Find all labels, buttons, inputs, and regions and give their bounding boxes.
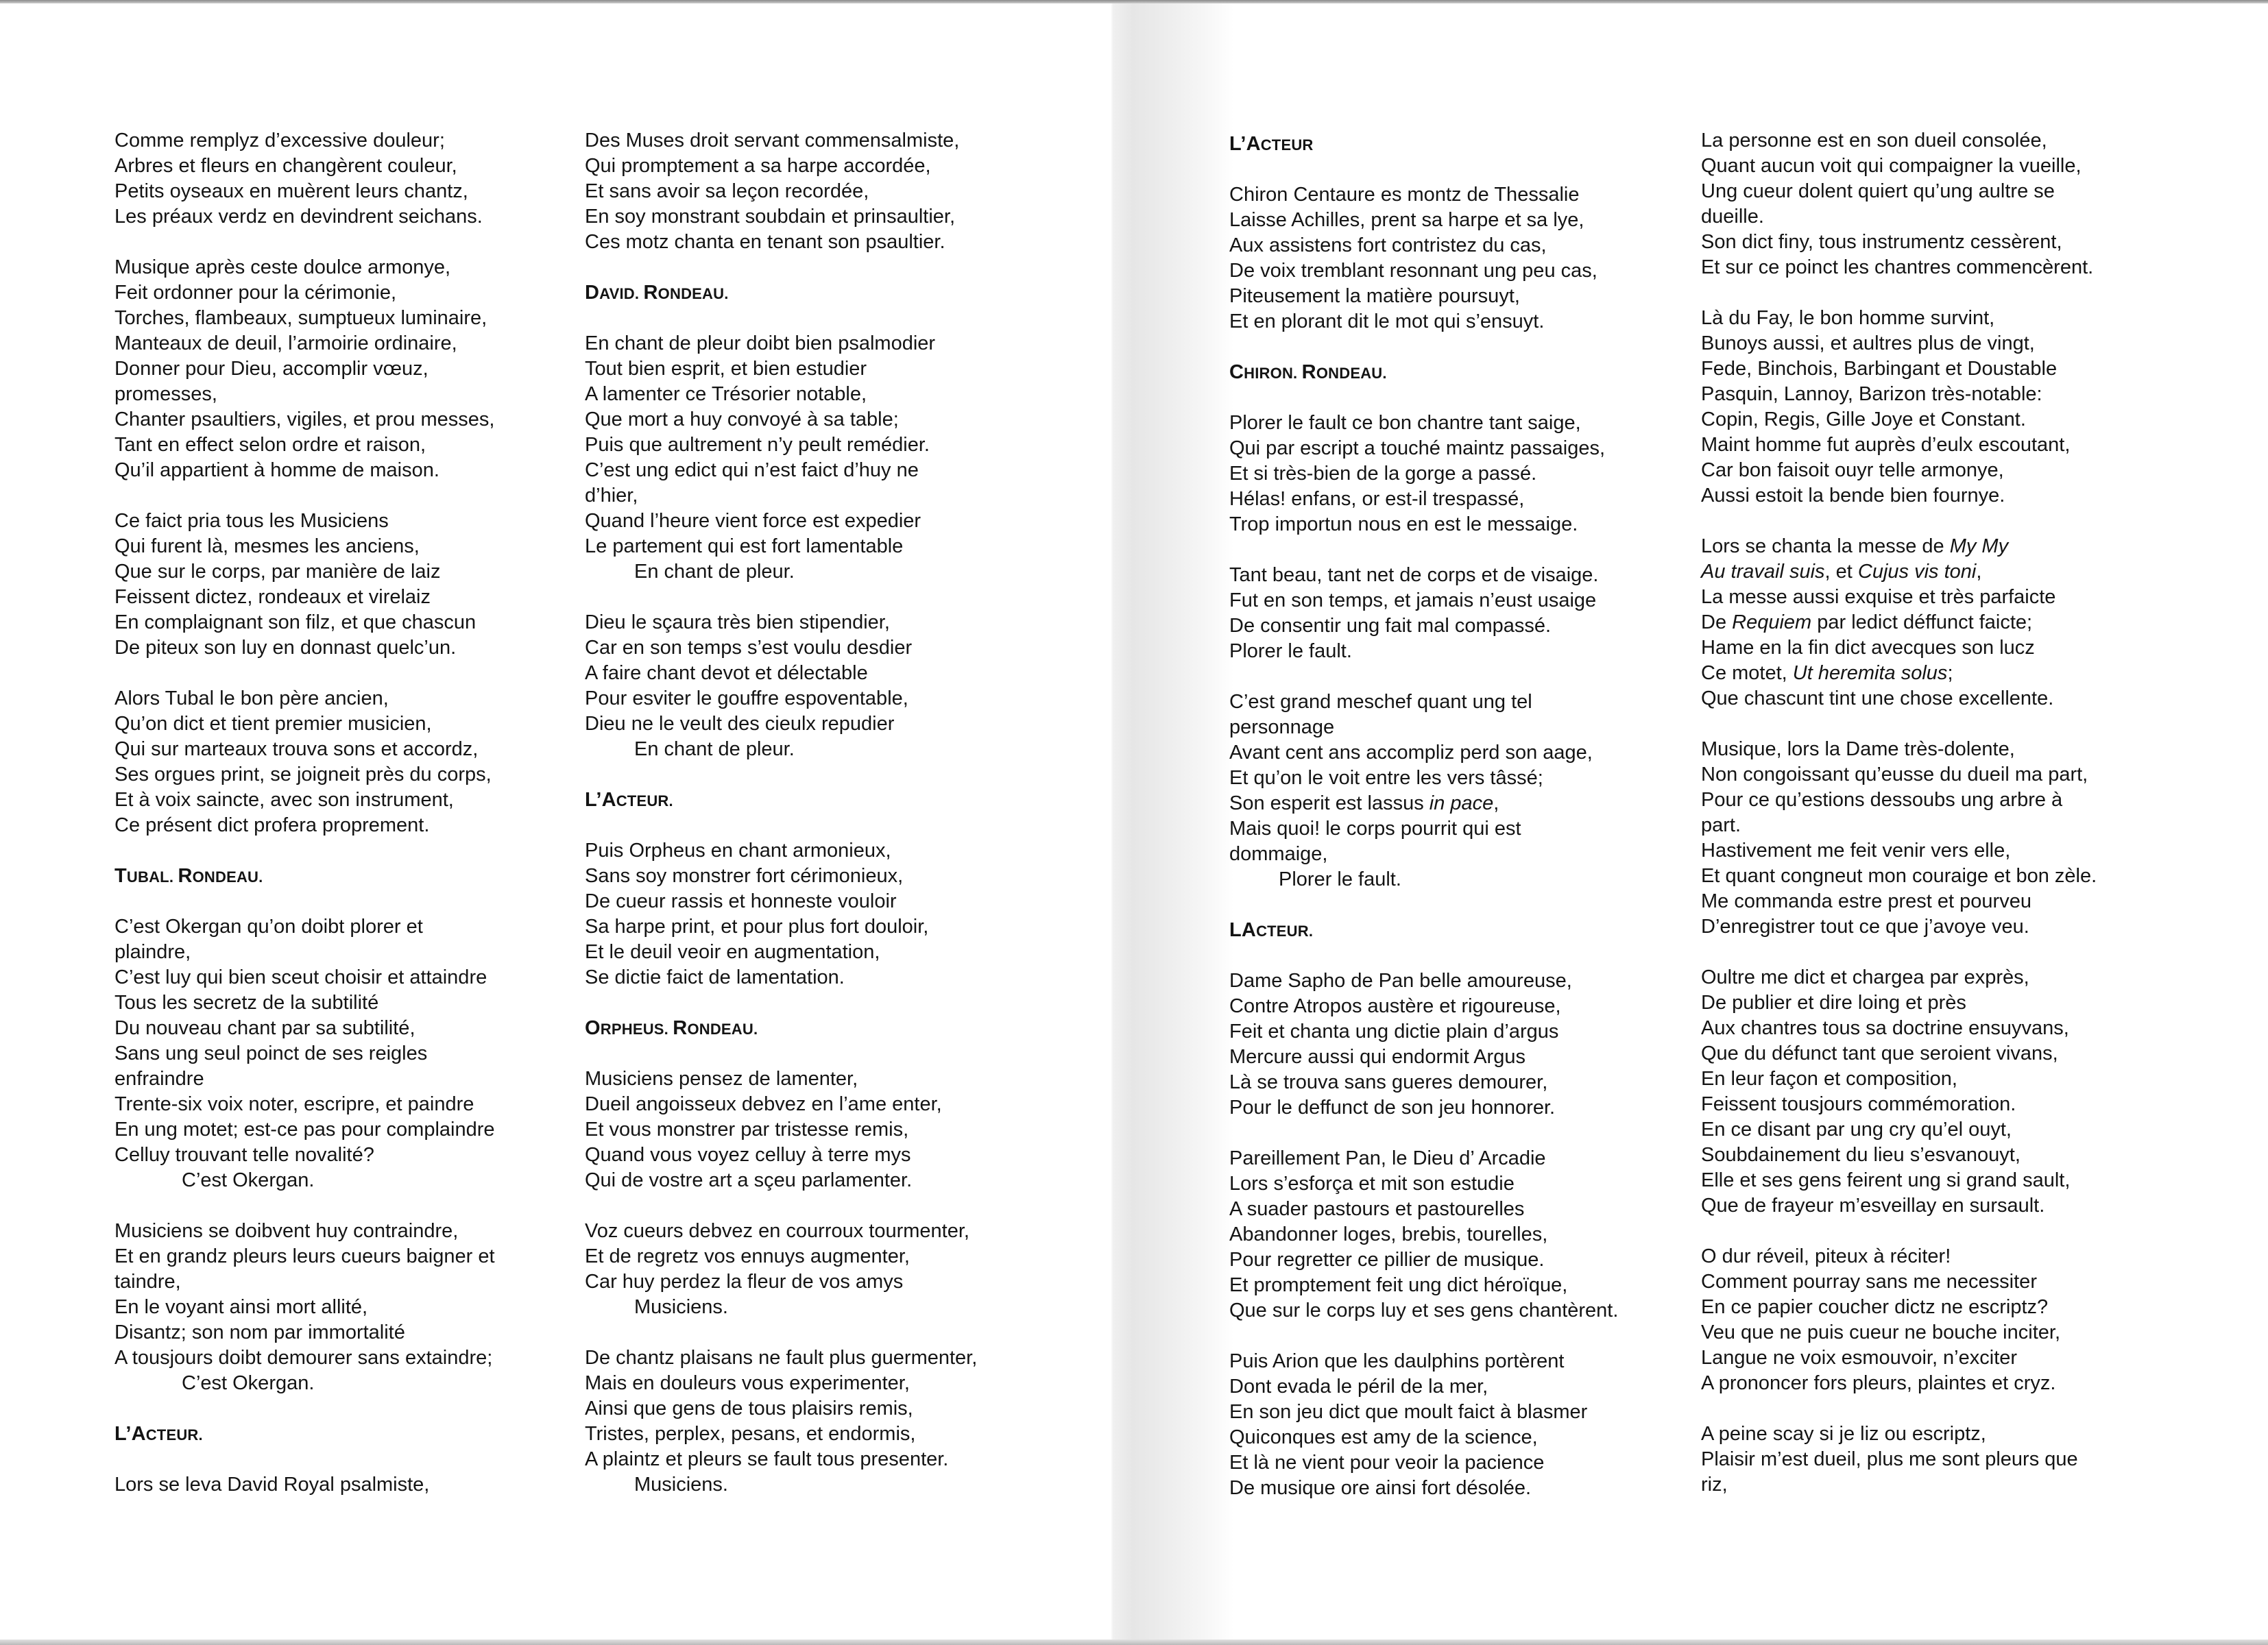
stanza-gap [1229,892,1675,918]
text-run: Ce motet, [1701,662,1793,684]
verse-line: Dieu ne le veult des cieulx repudier [585,713,895,735]
verse-line: C’est grand meschef quant ung tel [1229,691,1532,713]
verse-line: A lamenter ce Trésorier notable, [585,383,867,405]
verse-line: Comme remplyz d’excessive douleur; [114,130,445,151]
heading-initial: L’A [585,789,616,811]
verse-line: Quand l’heure vient force est expedier [585,510,921,532]
heading-smallcaps: CTEUR. [616,792,673,809]
verse-line: Et sur ce poinct les chantres commencèrent. [1701,256,2094,278]
verse-line: Et sans avoir sa leçon recordée, [585,180,869,202]
verse-line: Quand vous voyez celluy à terre mys [585,1144,911,1166]
verse-line: Et promptement feit ung dict héroïque, [1229,1274,1568,1296]
stanza-gap [1229,385,1675,411]
verse-line: Dieu le sçaura très bien stipendier, [585,611,890,633]
stanza-gap [114,838,560,864]
verse-line [1701,534,2147,559]
verse-line: Tristes, perplex, pesans, et endormis, [585,1423,916,1445]
heading-initial: LA [1229,919,1257,941]
italic-title: in pace [1429,792,1494,814]
verse-line: Qu’il appartient à homme de maison. [114,459,439,481]
verse-line: Et à voix saincte, avec son instrument, [114,789,454,811]
text-run: De [1701,611,1733,633]
verse-line: Aux assistens fort contristez du cas, [1229,234,1547,256]
heading-initial: R [643,282,658,304]
verse-line: C’est luy qui bien sceut choisir et attaindre [114,966,487,988]
verse-line: Qui sur marteaux trouva sons et accordz, [114,738,479,760]
left-page-column-2 [585,128,1030,1498]
verse-line: Feit et chanta ung dictie plain d’argus [1229,1021,1559,1043]
verse-line: De musique ore ainsi fort désolée. [1229,1477,1532,1499]
stanza-gap [585,990,1030,1016]
verse-line: Là se trouva sans gueres demourer, [1229,1071,1548,1093]
verse-line: Sans ung seul poinct de ses reigles [114,1043,428,1064]
verse-line: personnage [1229,716,1335,738]
heading-smallcaps: CTEUR [1260,136,1314,154]
verse-line: Et si très-bien de la gorge a passé. [1229,463,1537,485]
left-page-column-1 [114,128,560,1498]
verse-line: Piteusement la matière poursuyt, [1229,285,1520,307]
verse-line: En ung motet; est-ce pas pour complaindre [114,1119,495,1141]
verse-line: Qu’on dict et tient premier musicien, [114,713,432,735]
verse-line: Sans soy monstrer fort cérimonieux, [585,865,904,887]
stanza-gap [1229,1121,1675,1146]
stanza-gap [585,585,1030,610]
heading-initial: C [1229,361,1244,383]
stanza-gap [585,762,1030,788]
verse-line: Celluy trouvant telle novalité? [114,1144,374,1166]
verse-line: Car en son temps s’est voulu desdier [585,637,913,659]
heading-smallcaps: ONDEAU. [1316,365,1387,382]
verse-line: Ainsi que gens de tous plaisirs remis, [585,1398,913,1419]
verse-line [1701,661,2147,686]
section-heading [114,1422,560,1447]
refrain-line: Plorer le fault. [1279,868,1401,890]
stanza-gap [114,1193,560,1219]
verse-line: Tant beau, tant net de corps et de visaige. [1229,564,1599,586]
verse-line: De cueur rassis et honneste vouloir [585,890,897,912]
verse-line: Fede, Binchois, Barbingant et Doustable [1701,358,2058,380]
stanza-gap [585,306,1030,331]
verse-line: Petits oyseaux en muèrent leurs chantz, [114,180,468,202]
verse-line: Ses orgues print, se joigneit près du corps, [114,764,492,785]
verse-line: Plorer le fault. [1229,640,1352,662]
heading-smallcaps: UBAL. [126,868,178,886]
verse-line: Que sur le corps, par manière de laiz [114,561,441,583]
section-heading [585,1016,1030,1041]
verse-line: C’est Okergan qu’on doibt plorer et [114,916,423,938]
verse-line: Se dictie faict de lamentation. [585,966,845,988]
verse-line: Quiconques est amy de la science, [1229,1426,1538,1448]
verse-line: Car huy perdez la fleur de vos amys [585,1271,904,1293]
text-run: , [1976,561,1982,583]
verse-line: Copin, Regis, Gille Joye et Constant. [1701,409,2026,430]
verse-line [1701,635,2147,661]
verse-line: Qui furent là, mesmes les anciens, [114,535,420,557]
section-heading [1229,918,1675,943]
verse-line: En le voyant ainsi mort allité, [114,1296,368,1318]
verse-line: Mais en douleurs vous experimenter, [585,1372,910,1394]
verse-line: Plaisir m’est dueil, plus me sont pleurs que [1701,1448,2078,1470]
verse-line: Donner pour Dieu, accomplir vœuz, [114,358,429,380]
verse-line: De publier et dire loing et près [1701,992,1966,1014]
verse-line: plaindre, [114,941,191,963]
verse-line: En leur façon et composition, [1701,1068,1957,1090]
text-run: , [1493,792,1499,814]
verse-line: Et qu’on le voit entre les vers tâssé; [1229,767,1543,789]
verse-line: Torches, flambeaux, sumptueux luminaire, [114,307,487,329]
verse-line: Que de frayeur m’esveillay en sursault. [1701,1195,2045,1217]
stanza-gap [114,889,560,914]
verse-line: O dur réveil, piteux à réciter! [1701,1245,1951,1267]
verse-line: Lors s’esforça et mit son estudie [1229,1173,1515,1195]
verse-line: De chantz plaisans ne fault plus guermenter, [585,1347,978,1369]
scan-bottom-edge [0,1640,2268,1645]
verse-line: Que sur le corps luy et ses gens chantèrent. [1229,1300,1619,1321]
verse-line: enfraindre [114,1068,204,1090]
verse-line: Musiciens se doibvent huy contraindre, [114,1220,459,1242]
verse-line: Musique après ceste doulce armonye, [114,256,451,278]
heading-smallcaps: RPHEUS. [600,1021,673,1038]
verse-line: Ung cueur dolent quiert qu’ung aultre se [1701,180,2055,202]
verse-line: Pour le deffunct de son jeu honnorer. [1229,1097,1556,1119]
verse-line: Dame Sapho de Pan belle amoureuse, [1229,970,1572,992]
verse-line: Quant aucun voit qui compaigner la vueille, [1701,155,2082,177]
verse-line: En chant de pleur doibt bien psalmodier [585,332,936,354]
verse-line: Musique, lors la Dame très-dolente, [1701,738,2015,760]
verse-line: Trop importun nous en est le messaige. [1229,513,1578,535]
heading-smallcaps: ONDEAU. [192,868,263,886]
heading-initial: R [673,1017,688,1039]
verse-line: Hélas! enfans, or est-il trespassé, [1229,488,1525,510]
italic-title: Ut heremita solus [1792,662,1948,684]
verse-line: Ces motz chanta en tenant son psaultier. [585,231,945,253]
verse-line: Musiciens pensez de lamenter, [585,1068,858,1090]
verse-line: Non congoissant qu’eusse du dueil ma part, [1701,764,2088,785]
verse-line: part. [1701,814,1741,836]
right-page-column-1 [1229,132,1675,1501]
verse-line: Oultre me dict et chargea par exprès, [1701,966,2029,988]
section-heading [1229,132,1675,157]
verse-line: dueille. [1701,206,1764,228]
verse-line: Ce présent dict profera proprement. [114,814,430,836]
verse-line: D’enregistrer tout ce que j’avoye veu. [1701,916,2029,938]
heading-smallcaps: CTEUR. [145,1426,203,1443]
verse-line: Tout bien esprit, et bien estudier [585,358,867,380]
verse-line: A faire chant devot et délectable [585,662,868,684]
verse-line: Avant cent ans accompliz perd son aage, [1229,742,1593,764]
verse-line: Tant en effect selon ordre et raison, [114,434,426,456]
verse-line: Comment pourray sans me necessiter [1701,1271,2037,1293]
verse-line: Puis que aultrement n’y peult remédier. [585,434,930,456]
section-heading [114,864,560,889]
section-heading [585,788,1030,813]
verse-line: Me commanda estre prest et pourveu [1701,890,2031,912]
refrain-line: Musiciens. [634,1296,728,1318]
stanza-gap [114,1447,560,1472]
verse-line: De piteux son luy en donnast quelc’un. [114,637,457,659]
stanza-gap [114,230,560,255]
verse-line: Et en plorant dit le mot qui s’ensuyt. [1229,310,1545,332]
stanza-gap [1229,1324,1675,1349]
stanza-gap [1701,940,2147,965]
refrain-line: En chant de pleur. [634,738,795,760]
verse-line: De consentir ung fait mal compassé. [1229,615,1552,637]
verse-line: Aux chantres tous sa doctrine ensuyvans, [1701,1017,2069,1039]
verse-line: Elle et ses gens feirent ung si grand sault, [1701,1169,2071,1191]
verse-line: Pareillement Pan, le Dieu d’ Arcadie [1229,1147,1546,1169]
verse-line: En ce papier coucher dictz ne escriptz? [1701,1296,2049,1318]
italic-title: Au travail suis [1701,561,1825,583]
stanza-gap [114,483,560,509]
verse-line: En soy monstrant soubdain et prinsaultier, [585,206,956,228]
refrain-line: C’est Okergan. [182,1372,315,1394]
stanza-gap [1229,664,1675,690]
text-run: Lors se chanta la messe de [1701,535,1950,557]
stanza-gap [1229,157,1675,182]
verse-line: promesses, [114,383,217,405]
stanza-gap [1701,711,2147,737]
verse-line: Abandonner loges, brebis, tourelles, [1229,1223,1548,1245]
verse-line: Feissent tousjours commémoration. [1701,1093,2016,1115]
text-run: par ledict déffunct faicte; [1811,611,2033,633]
verse-line: Veu que ne puis cueur ne bouche inciter, [1701,1321,2060,1343]
verse-line: Alors Tubal le bon père ancien, [114,687,389,709]
verse-line [1701,686,2147,711]
verse-line [1701,585,2147,610]
stanza-gap [114,1396,560,1422]
heading-initial: L’A [1229,133,1261,155]
verse-line: Pour esviter le gouffre espoventable, [585,687,908,709]
heading-initial: D [585,282,600,304]
verse-line: Pasquin, Lannoy, Barizon très-notable: [1701,383,2042,405]
verse-line: Qui de vostre art a sçeu parlamenter. [585,1169,913,1191]
verse-line: Et de regretz vos ennuys augmenter, [585,1245,910,1267]
heading-initial: T [114,865,127,887]
verse-line: Dont evada le péril de la mer, [1229,1376,1488,1398]
stanza-gap [1701,1396,2147,1422]
verse-line: Manteaux de deuil, l’armoirie ordinaire, [114,332,457,354]
stanza-gap [585,1193,1030,1219]
verse-line: Feissent dictez, rondeaux et virelaiz [114,586,431,608]
verse-line: Qui par escript a touché maintz passaiges, [1229,437,1606,459]
verse-line: Feit ordonner pour la cérimonie, [114,282,397,304]
verse-line: En complaignant son filz, et que chascun [114,611,476,633]
verse-line: A tousjours doibt demourer sans extaindre; [114,1347,493,1369]
verse-line: Sa harpe print, et pour plus fort douloir, [585,916,929,938]
text-run: , et [1824,561,1858,583]
verse-line: Que du défunct tant que seroient vivans, [1701,1043,2058,1064]
verse-line: Les préaux verdz en devindrent seichans. [114,206,483,228]
verse-line: Puis Orpheus en chant armonieux, [585,840,891,862]
verse-line: Car bon faisoit ouyr telle armonye, [1701,459,2004,481]
heading-smallcaps: AVID. [599,285,644,302]
verse-line: Contre Atropos austère et rigoureuse, [1229,995,1561,1017]
verse-line: Soubdainement du lieu s’esvanouyt, [1701,1144,2020,1166]
verse-line: A prononcer fors pleurs, plaintes et cryz. [1701,1372,2056,1394]
verse-line: Maint homme fut auprès d’eulx escoutant, [1701,434,2071,456]
stanza-gap [1229,943,1675,968]
verse-line: Pour regretter ce pillier de musique. [1229,1249,1545,1271]
heading-smallcaps: CTEUR. [1256,923,1314,940]
verse-line [1701,610,2147,635]
verse-line: Plorer le fault ce bon chantre tant saige, [1229,412,1581,434]
verse-line: Le partement qui est fort lamentable [585,535,904,557]
verse-line: Son dict finy, tous instrumentz cessèrent, [1701,231,2062,253]
verse-line: Chiron Centaure es montz de Thessalie [1229,184,1580,206]
verse-line: Dueil angoisseux debvez en l’ame enter, [585,1093,942,1115]
stanza-gap [114,661,560,686]
heading-smallcaps: HIRON. [1244,365,1302,382]
verse-line: Et en grandz pleurs leurs cueurs baigner et [114,1245,495,1267]
verse-line: Bunoys aussi, et aultres plus de vingt, [1701,332,2035,354]
verse-line: Langue ne voix esmouvoir, n’exciter [1701,1347,2018,1369]
verse-line: C’est ung edict qui n’est faict d’huy ne [585,459,919,481]
section-heading [585,280,1030,306]
verse-line: A suader pastours et pastourelles [1229,1198,1525,1220]
book-gutter-shadow [1111,3,1234,1640]
stanza-gap [1701,280,2147,306]
verse-line: Trente-six voix noter, escripre, et paindre [114,1093,474,1115]
verse-line: Et vous monstrer par tristesse remis, [585,1119,909,1141]
italic-title: Cujus vis toni [1857,561,1977,583]
stanza-gap [585,255,1030,280]
refrain-line: En chant de pleur. [634,561,795,583]
verse-line: Puis Arion que les daulphins portèrent [1229,1350,1565,1372]
verse-line [1229,791,1675,816]
heading-initial: L’A [114,1423,146,1445]
verse-line: Que mort a huy convoyé à sa table; [585,409,899,430]
verse-line: Pour ce qu’estions dessoubs ung arbre à [1701,789,2063,811]
verse-line: Et là ne vient pour veoir la pacience [1229,1452,1545,1474]
verse-line: Aussi estoit la bende bien fournye. [1701,485,2005,507]
verse-line [1701,559,2147,585]
verse-line: Mais quoi! le corps pourrit qui est [1229,818,1521,840]
stanza-gap [1229,537,1675,563]
verse-line: La personne est en son dueil consolée, [1701,130,2047,151]
verse-line: Et quant congneut mon couraige et bon zèle. [1701,865,2097,887]
heading-initial: R [1301,361,1316,383]
stanza-gap [585,813,1030,838]
text-run: Son esperit est lassus [1229,792,1429,814]
verse-line: Lors se leva David Royal psalmiste, [114,1474,430,1496]
verse-line: Là du Fay, le bon homme survint, [1701,307,1995,329]
verse-line: De voix tremblant resonnant ung peu cas, [1229,260,1597,282]
verse-line: taindre, [114,1271,181,1293]
refrain-line: C’est Okergan. [182,1169,315,1191]
stanza-gap [1229,334,1675,360]
text-run: ; [1947,662,1953,684]
verse-line: Des Muses droit servant commensalmiste, [585,130,960,151]
verse-line: Fut en son temps, et jamais n’eust usaige [1229,589,1597,611]
heading-initial: R [178,865,193,887]
verse-line: Voz cueurs debvez en courroux tourmenter, [585,1220,969,1242]
heading-smallcaps: ONDEAU. [658,285,729,302]
text-run: Que chascunt tint une chose excellente. [1701,687,2054,709]
verse-line: Hastivement me feit venir vers elle, [1701,840,2011,862]
italic-title: Requiem [1732,611,1812,633]
heading-initial: O [585,1017,601,1039]
verse-line: En ce disant par ung cry qu’el ouyt, [1701,1119,2012,1141]
verse-line: A peine scay si je liz ou escriptz, [1701,1423,1986,1445]
verse-line: Chanter psaultiers, vigiles, et prou messes, [114,409,495,430]
right-page-column-2 [1701,128,2147,1498]
text-run: Hame en la fin dict avecques son lucz [1701,637,2035,659]
section-heading [1229,360,1675,385]
verse-line: Qui promptement a sa harpe accordée, [585,155,931,177]
italic-title: My My [1949,535,2009,557]
verse-line: A plaintz et pleurs se fault tous presenter. [585,1448,949,1470]
refrain-line: Musiciens. [634,1474,728,1496]
verse-line: Tous les secretz de la subtilité [114,992,379,1014]
stanza-gap [1701,1219,2147,1244]
verse-line: Laisse Achilles, prent sa harpe et sa lye, [1229,209,1584,231]
verse-line: dommaige, [1229,843,1328,865]
verse-line: Ce faict pria tous les Musiciens [114,510,389,532]
heading-smallcaps: ONDEAU. [687,1021,758,1038]
verse-line: En son jeu dict que moult faict à blasmer [1229,1401,1588,1423]
verse-line: riz, [1701,1474,1728,1496]
stanza-gap [1701,509,2147,534]
verse-line: Et le deuil veoir en augmentation, [585,941,880,963]
stanza-gap [585,1320,1030,1345]
verse-line: Arbres et fleurs en changèrent couleur, [114,155,457,177]
verse-line: Mercure aussi qui endormit Argus [1229,1046,1525,1068]
stanza-gap [585,1041,1030,1067]
verse-line: Disantz; son nom par immortalité [114,1321,405,1343]
verse-line: Du nouveau chant par sa subtilité, [114,1017,415,1039]
verse-line: d’hier, [585,485,638,507]
text-run: La messe aussi exquise et très parfaicte [1701,586,2056,608]
